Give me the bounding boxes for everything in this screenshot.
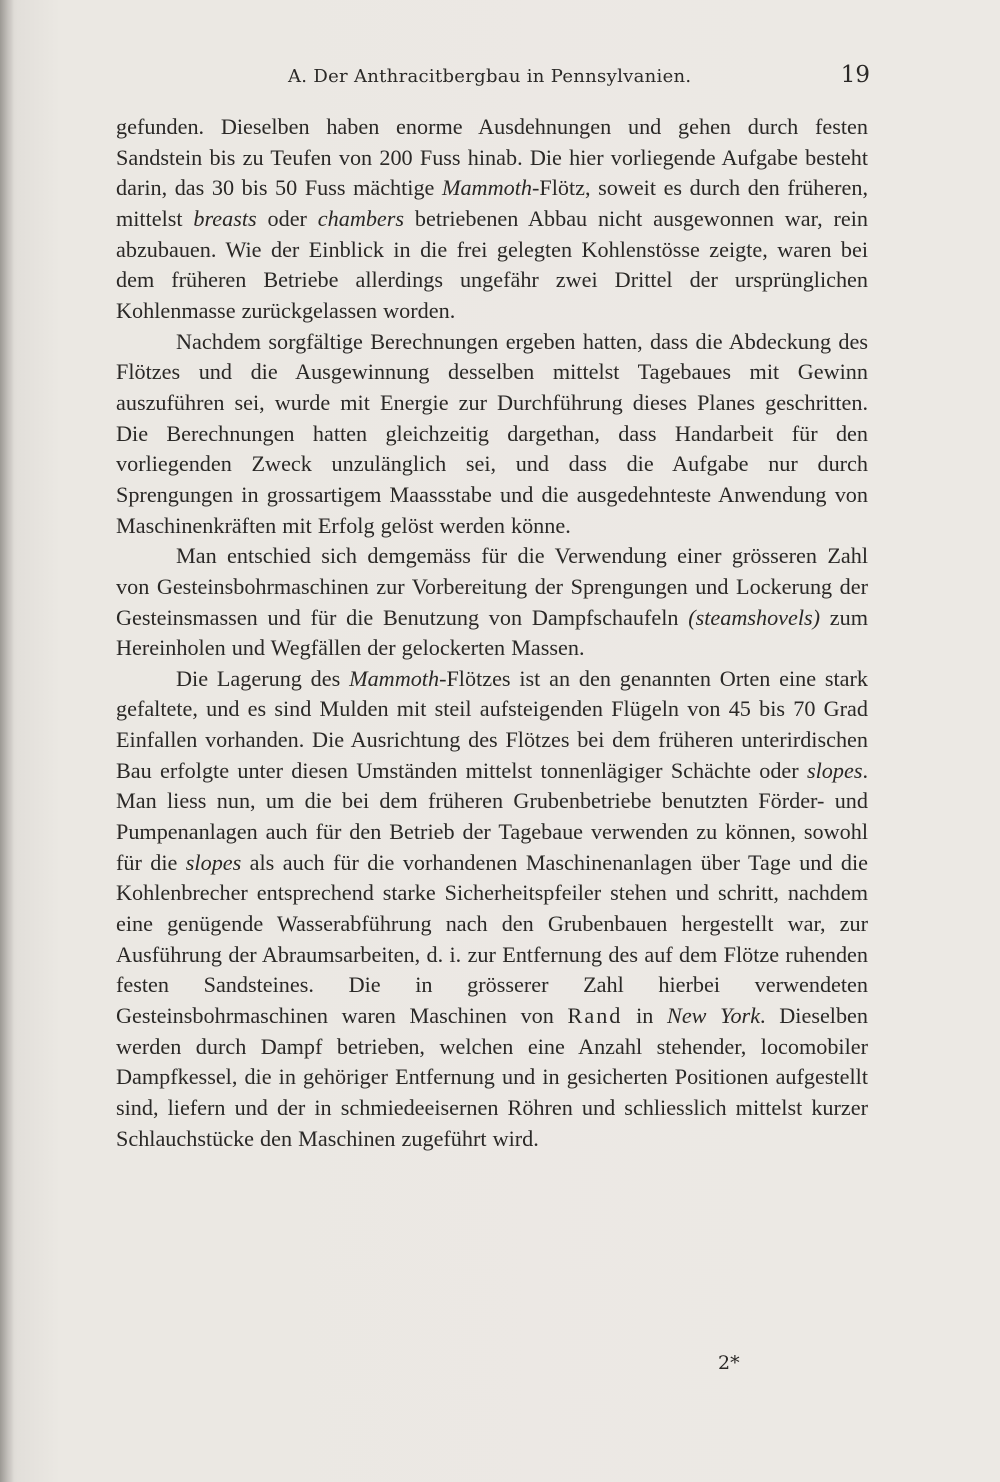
page-gutter-shadow <box>0 0 14 1482</box>
italic-text: slopes <box>806 757 863 783</box>
text-run: . Dieselben werden durch Dampf betrieben, welchen eine Anzahl stehender, locomobiler Dampfkessel, die in gehöriger Entfernung und in gesicherten Positionen aufgestellt sind, liefern und der in schmiedeeisernen Röhren und schliesslich mittelst kurzer Schlauchstücke den Maschinen zugeführt wird. <box>116 1003 868 1151</box>
text-run: als auch für die vorhandenen Maschinenanlagen über Tage und die Kohlenbrecher entsprechend starke Sicherheitspfeiler stehen und schritt, nachdem eine genügende Wasserabführung nach den Grubenbauen hergestellt war, zur Ausführung der Abraumsarbeiten, d. i. zur Entfernung des auf dem Flötze ruhenden festen Sandsteines. Die in grösserer Zahl hierbei verwendeten Gesteinsbohrmaschinen waren Maschinen von <box>116 849 868 1029</box>
paragraph <box>116 327 868 542</box>
paragraph <box>116 112 868 327</box>
italic-text: (steamshovels) <box>688 604 821 630</box>
text-run: gefunden. Dieselben haben enorme Ausdehnungen und gehen durch festen Sandstein bis zu Teufen von 200 Fuss hinab. Die hier vorliegende Aufgabe besteht darin, das 30 bis 50 Fuss mächtige <box>116 114 868 201</box>
text-run: Die Lagerung des <box>176 665 350 691</box>
italic-text: New York <box>667 1003 761 1029</box>
paragraph <box>116 541 868 664</box>
text-run: zum Hereinholen und Wegfällen der gelockerten Massen. <box>116 604 868 661</box>
text-run: -Flötz, soweit es durch den früheren, mittelst <box>116 175 869 231</box>
text-run: . Man liess nun, um die bei dem früheren Grubenbetriebe benutzten Förder- und Pumpenanlagen auch für den Betrieb der Tagebaue verwenden zu können, sowohl für die <box>116 757 868 875</box>
italic-text: Mammoth <box>441 175 532 201</box>
page-header <box>116 62 870 98</box>
paragraph <box>116 664 868 1155</box>
text-run: betriebenen Abbau nicht ausgewonnen war, rein abzubauen. Wie der Einblick in die frei gelegten Kohlenstösse zeigte, waren bei dem früheren Betriebe allerdings ungefähr zwei Drittel der ursprünglichen Kohlenmasse zurückgelassen worden. <box>116 205 869 323</box>
italic-text: Mammoth <box>349 665 440 691</box>
text-run: in <box>622 1003 668 1029</box>
italic-text: slopes <box>185 849 242 875</box>
text-run: Man entschied sich demgemäss für die Verwendung einer grösseren Zahl von Gesteinsbohrmaschinen zur Vorbereitung der Sprengungen und Lockerung der Gesteinsmassen und für die Benutzung von Dampfschaufeln <box>116 543 868 630</box>
spaced-text: Rand <box>567 1003 623 1029</box>
text-run: -Flötzes ist an den genannten Orten eine stark gefaltete, und es sind Mulden mit steil aufsteigenden Flügeln von 45 bis 70 Grad Einfallen vorhanden. Die Ausrichtung des Flötzes bei dem früheren unterirdischen Bau erfolgte unter diesen Umständen mittelst tonnenlägiger Schächte oder <box>116 665 869 783</box>
text-run: Nachdem sorgfältige Berechnungen ergeben hatten, dass die Abdeckung des Flötzes und die Ausgewinnung desselben mittelst Tagebaues mit Gewinn auszuführen sei, wurde mit Energie zur Durchführung dieses Planes geschritten. Die Berechnungen hatten gleichzeitig dargethan, dass Handarbeit für den vorliegenden Zweck unzulänglich sei, und dass die Aufgabe nur durch Sprengungen in grossartigem Maassstabe und die ausgedehnteste Anwendung von Maschinenkräften mit Erfolg gelöst werden könne. <box>116 328 868 538</box>
running-head: A. Der Anthracitbergbau in Pennsylvanien. <box>288 66 692 87</box>
signature-mark: 2* <box>718 1352 740 1374</box>
body-text <box>116 112 868 1154</box>
italic-text: chambers <box>317 205 405 231</box>
page-number: 19 <box>840 62 870 88</box>
text-run: oder <box>256 205 318 231</box>
italic-text: breasts <box>193 205 257 231</box>
